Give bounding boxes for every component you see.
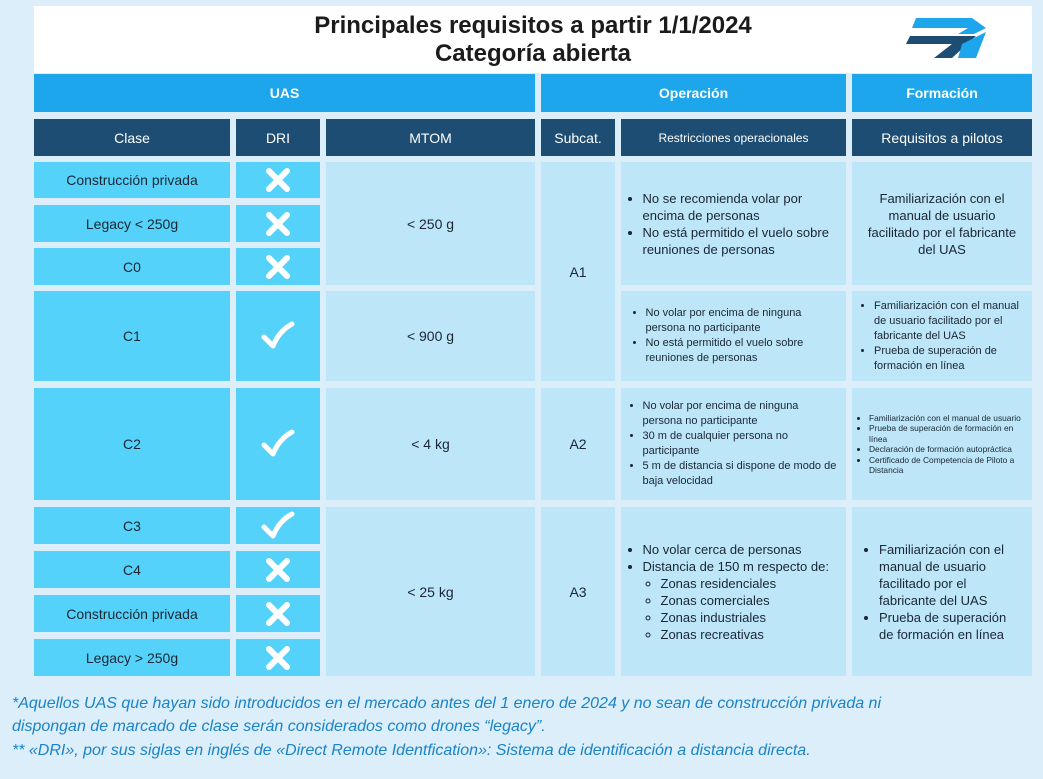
header-requisitos: Requisitos a pilotos	[852, 119, 1032, 156]
title-line-1: Principales requisitos a partir 1/1/2024	[314, 12, 752, 39]
clase-cell: C2	[34, 388, 230, 500]
list-item	[643, 558, 839, 643]
requisitos-cell	[852, 162, 1032, 285]
mtom-cell: < 250 g	[326, 162, 535, 285]
footnote-legacy-line-2: dispongan de marcado de clase serán considerados como drones “legacy”.	[12, 718, 546, 735]
header-restricciones: Restricciones operacionales	[621, 119, 846, 156]
dri-cell	[236, 507, 320, 544]
title-bar	[34, 6, 1032, 73]
list-item: • No volar cerca de personas	[643, 541, 839, 558]
cross-icon	[265, 167, 291, 193]
dri-cell	[236, 595, 320, 632]
zonas-list	[643, 575, 839, 643]
clase-cell: C4	[34, 551, 230, 588]
cross-icon	[265, 211, 291, 237]
dri-cell	[236, 291, 320, 381]
header-subcat: Subcat.	[541, 119, 615, 156]
clase-cell: Construcción privada	[34, 162, 230, 198]
header-clase: Clase	[34, 119, 230, 156]
list-item: • No volar por encima de ninguna persona no participante	[643, 399, 839, 429]
list-item: • Familiarización con el manual de usuario facilitado por el fabricante del UAS	[879, 541, 1019, 609]
list-item: • No está permitido el vuelo sobre reuniones de personas	[643, 224, 839, 258]
requisitos-cell	[852, 291, 1032, 381]
section-formacion: Formación	[852, 74, 1032, 112]
subcat-cell: A2	[541, 388, 615, 500]
subcat-cell: A1	[541, 162, 615, 381]
requisitos-list	[860, 299, 1024, 374]
list-item: • Familiarización con el manual de usuario	[869, 413, 1029, 424]
brand-logo-icon	[906, 14, 992, 67]
restricciones-cell	[621, 388, 846, 500]
restricciones-list	[629, 190, 839, 258]
dri-cell	[236, 248, 320, 285]
requisitos-cell	[852, 507, 1032, 676]
dri-cell	[236, 551, 320, 588]
list-item: ◦ Zonas industriales	[661, 609, 839, 626]
list-item: • No se recomienda volar por encima de personas	[643, 190, 839, 224]
list-item: • Certificado de Competencia de Piloto a Distancia	[869, 455, 1029, 476]
footnote-legacy-line-1: *Aquellos UAS que hayan sido introducidos en el mercado antes del 1 enero de 2024 y no sean de construcción privada ni	[12, 695, 882, 712]
mtom-cell: < 25 kg	[326, 507, 535, 676]
restricciones-cell	[621, 507, 846, 676]
clase-cell: Legacy < 250g	[34, 205, 230, 242]
list-item: ◦ Zonas comerciales	[661, 592, 839, 609]
list-item-text: Distancia de 150 m respecto de:	[642, 558, 829, 574]
clase-cell: C3	[34, 507, 230, 544]
cross-icon	[265, 254, 291, 280]
cross-icon	[265, 557, 291, 583]
requisitos-list	[865, 541, 1019, 643]
cross-icon	[265, 645, 291, 671]
section-uas: UAS	[34, 74, 535, 112]
check-icon	[261, 321, 295, 351]
list-item: • No está permitido el vuelo sobre reuniones de personas	[646, 336, 836, 366]
list-item: • 30 m de cualquier persona no participante	[643, 429, 839, 459]
clase-cell: Construcción privada	[34, 595, 230, 632]
dri-cell	[236, 205, 320, 242]
requisitos-list	[855, 413, 1029, 476]
restricciones-list	[632, 306, 836, 366]
clase-cell: C0	[34, 248, 230, 285]
clase-cell: C1	[34, 291, 230, 381]
list-item: • No volar por encima de ninguna persona no participante	[646, 306, 836, 336]
dri-cell	[236, 639, 320, 676]
cross-icon	[265, 601, 291, 627]
dri-cell	[236, 162, 320, 198]
restricciones-cell	[621, 162, 846, 285]
restricciones-list	[629, 541, 839, 643]
check-icon	[261, 429, 295, 459]
mtom-cell: < 4 kg	[326, 388, 535, 500]
requisitos-text: Familiarización con el manual de usuario facilitado por el fabricante del UAS	[867, 190, 1017, 257]
list-item: ◦ Zonas recreativas	[661, 626, 839, 643]
clase-cell: Legacy > 250g	[34, 639, 230, 676]
dri-cell	[236, 388, 320, 500]
section-operacion: Operación	[541, 74, 846, 112]
list-item: • Prueba de superación de formación en línea	[874, 344, 1024, 374]
subcat-cell: A3	[541, 507, 615, 676]
list-item: • Prueba de superación de formación en línea	[869, 423, 1029, 444]
page-title	[34, 12, 1032, 68]
list-item: • Prueba de superación de formación en línea	[879, 609, 1019, 643]
restricciones-list	[629, 399, 839, 489]
restricciones-cell	[621, 291, 846, 381]
header-mtom: MTOM	[326, 119, 535, 156]
list-item: • 5 m de distancia si dispone de modo de baja velocidad	[643, 459, 839, 489]
header-dri: DRI	[236, 119, 320, 156]
mtom-cell: < 900 g	[326, 291, 535, 381]
requisitos-cell	[852, 388, 1032, 500]
check-icon	[261, 511, 295, 541]
footnote-dri: ** «DRI», por sus siglas en inglés de «Direct Remote Identfication»: Sistema de identificación a distancia directa.	[12, 742, 811, 759]
list-item: • Familiarización con el manual de usuario facilitado por el fabricante del UAS	[874, 299, 1024, 344]
list-item: • Declaración de formación autopráctica	[869, 444, 1029, 455]
title-line-2: Categoría abierta	[434, 40, 632, 67]
list-item: ◦ Zonas residenciales	[661, 575, 839, 592]
